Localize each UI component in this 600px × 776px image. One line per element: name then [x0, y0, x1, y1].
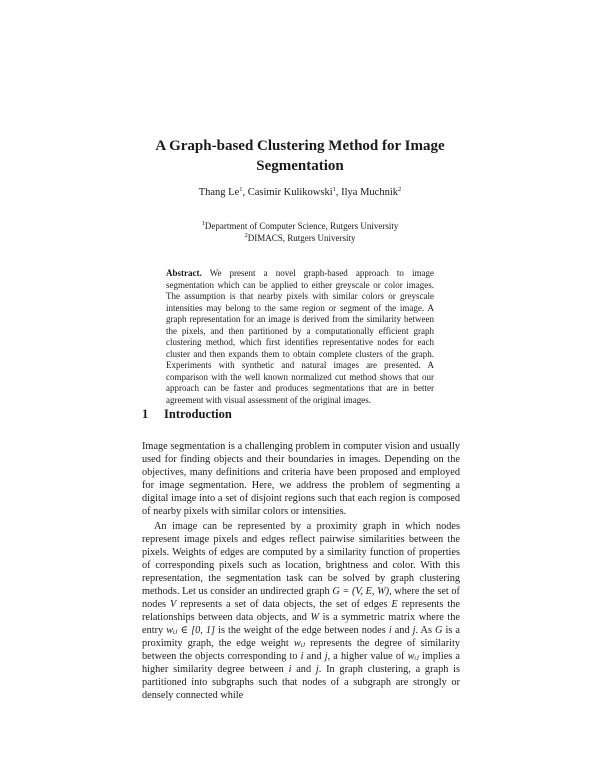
affiliation: $^1$Department of Computer Science, Rutgers University — [201, 220, 399, 231]
author-affil-mark: 1 — [332, 186, 336, 193]
title-line-1: A Graph-based Clustering Method for Image — [155, 138, 445, 154]
author-name: Ilya Muchnik — [341, 187, 399, 198]
author-affil-mark: 2 — [398, 186, 402, 193]
affiliation: $^2$DIMACS, Rutgers University — [244, 232, 356, 243]
body-paragraph-2: An image can be represented by a proximity graph in which nodes represent image pixels and edges reflect pairwise similarities between the pixels. Weights of edges are computed by a similarity function of properties of corresponding pixels such as location, brightness and color. With this representation, the segmentation task can be solved by graph clustering methods. Let us consider an undirected graph G = (V, E, W), where the set of nodes V represents a set of data objects, the set of edges E represents the relationships between data objects, and W is a symmetric matrix where the entry wᵢⱼ ∈ [0, 1] is the weight of the edge between nodes i and j. As G is a proximity graph, the edge weight wᵢⱼ represents the degree of similarity between the objects corresponding to i and j, a higher value of wᵢⱼ implies a higher similarity degree between i and j. In graph clustering, a graph is partitioned into subgraphs such that nodes of a subgraph are strongly or densely connected while — [142, 521, 461, 701]
title-line-2: Segmentation — [256, 158, 344, 174]
author-list: Thang Le$^1$, Casimir Kulikowski$^1$, Ilya Muchnik$^2$ — [198, 186, 402, 198]
author-affil-mark: 1 — [239, 186, 243, 193]
body-paragraph-1: Image segmentation is a challenging problem in computer vision and usually used for finding objects and their boundaries in images. Depending on the objectives, many definitions and criteria have been proposed and employed for image segmentation. Here, we address the problem of segmenting a digital image into a set of disjoint regions such that each region is composed of nearby pixels with similar colors or intensities. — [142, 441, 460, 517]
math-graph: G = (V, E, W) — [332, 586, 390, 597]
affiliations — [100, 220, 500, 244]
math-weight-range: wᵢⱼ ∈ [0, 1] — [166, 625, 216, 636]
abstract-label: Abstract. — [166, 268, 202, 278]
section-number: 1 — [142, 407, 149, 421]
abstract-text: We present a novel graph-based approach to image segmentation which can be applied to either greyscale or color images. The assumption is that nearby pixels with similar colors or greyscale intensities may belong to the same region or segment of the image. A graph representation for an image is derived from the similarity between the pixels, and then partitioned by a computationally efficient graph clustering method, which first identifies representative nodes for each cluster and then expands them to obtain complete clusters of the graph. Experiments with synthetic and natural images are presented. A comparison with the well known normalized cut method shows that our approach can be faster and produces segmentations that are in better agreement with visual assessment of the original images. — [166, 268, 435, 405]
abstract — [166, 268, 434, 406]
paper-title — [120, 136, 480, 176]
author-name: Casimir Kulikowski — [247, 187, 333, 198]
section-heading — [142, 406, 232, 422]
section-title: Introduction — [164, 407, 232, 421]
author-name: Thang Le — [198, 187, 240, 198]
